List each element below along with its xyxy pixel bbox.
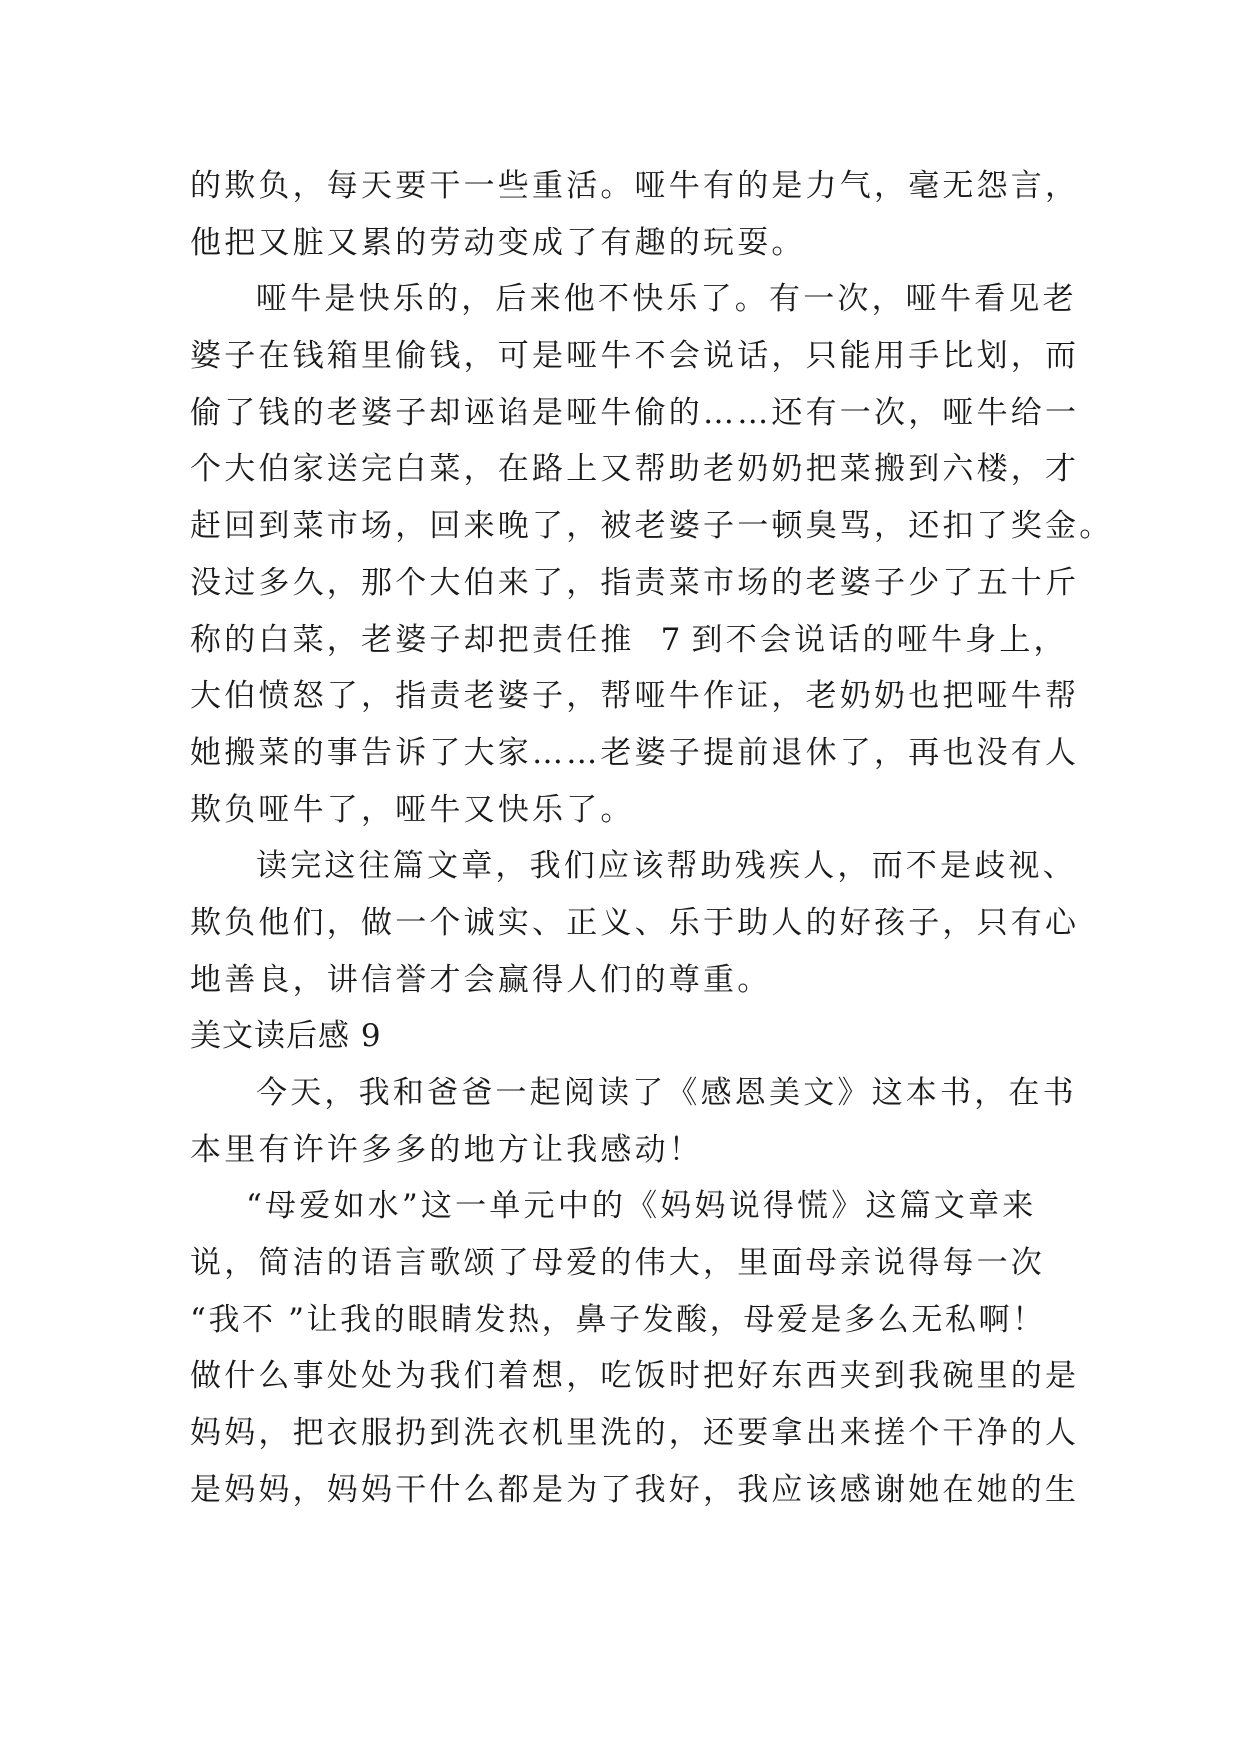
text-line: 说，简洁的语言歌颂了母爱的伟大，里面母亲说得每一次 [190, 1245, 1045, 1282]
text-line: 大伯愤怒了，指责老婆子，帮哑牛作证，老奶奶也把哑牛帮 [190, 678, 1080, 715]
text-line: 是妈妈，妈妈干什么都是为了我好，我应该感谢她在她的生 [190, 1471, 1080, 1508]
text-line: 今天，我和爸爸一起阅读了《感恩美文》这本书，在书 [256, 1075, 1077, 1111]
text-line: 做什么事处处为我们着想，吃饭时把好东西夹到我碗里的是 [190, 1358, 1080, 1395]
body-text [190, 158, 1114, 1519]
text-line: 哑牛是快乐的，后来他不快乐了。有一次，哑牛看见老 [256, 281, 1077, 318]
section-heading: 美文读后感 9 [190, 1018, 382, 1055]
line-text-continued: 到不会说话的哑牛身上， [691, 621, 1068, 658]
text-line: 她搬菜的事告诉了大家……老婆子提前退休了，再也没有人 [190, 734, 1080, 771]
text-line: 他把又脏又累的劳动变成了有趣的玩耍。 [190, 224, 806, 261]
text-line: “我不 ”让我的眼睛发热，鼻子发酸，母爱是多么无私啊！ [190, 1301, 1046, 1338]
text-line: 欺负他们，做一个诚实、正义、乐于助人的好孩子，只有心 [190, 904, 1080, 941]
text-line: 欺负哑牛了，哑牛又快乐了。 [190, 791, 635, 828]
text-line: 偷了钱的老婆子却诬谄是哑牛偷的……还有一次，哑牛给一 [190, 394, 1080, 431]
text-line: 没过多久，那个大伯来了，指责菜市场的老婆子少了五十斤 [190, 564, 1080, 601]
text-line: 读完这往篇文章，我们应该帮助残疾人，而不是歧视、 [256, 848, 1077, 885]
text-line: 妈妈，把衣服扔到洗衣机里洗的，还要拿出来搓个干净的人 [190, 1415, 1080, 1452]
text-line: 地善良，讲信誉才会赢得人们的尊重。 [190, 961, 772, 998]
text-line: 的欺负，每天要干一些重活。哑牛有的是力气，毫无怨言， [190, 168, 1080, 204]
page-number: 7 [660, 621, 684, 658]
text-line: 婆子在钱箱里偷钱，可是哑牛不会说话，只能用手比划，而 [190, 338, 1080, 375]
text-line-with-page-number [190, 612, 1070, 669]
text-line: “母爱如水”这一单元中的《妈妈说得慌》这篇文章来 [246, 1188, 1037, 1225]
line-text: 称的白菜，老婆子却把责任推 [190, 621, 635, 658]
text-line: 本里有许许多多的地方让我感动！ [190, 1131, 703, 1168]
text-line: 个大伯家送完白菜，在路上又帮助老奶奶把菜搬到六楼，才 [190, 451, 1080, 488]
text-line: 赶回到菜市场，回来晚了，被老婆子一顿臭骂，还扣了奖金。 [190, 508, 1114, 545]
